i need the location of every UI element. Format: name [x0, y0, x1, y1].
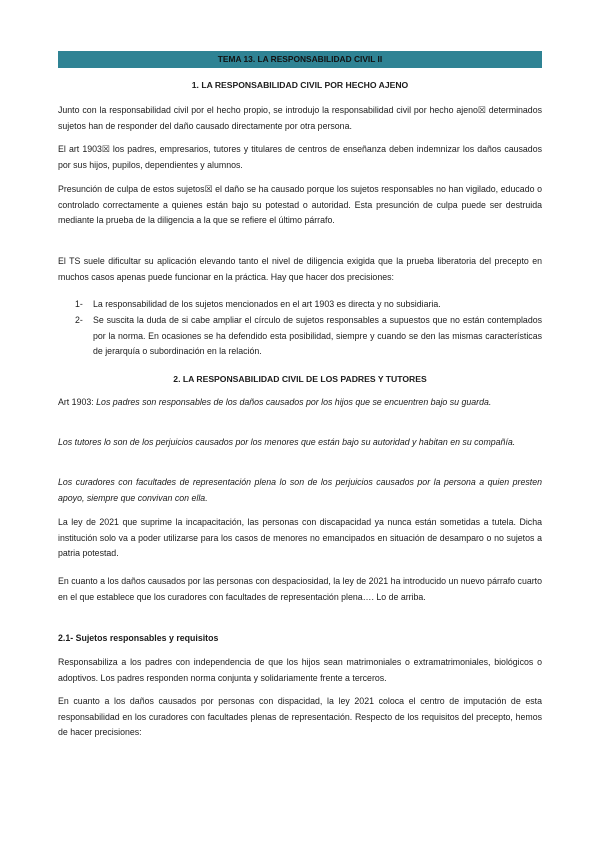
list-number: 1- — [75, 299, 83, 309]
list-text: La responsabilidad de los sujetos mencionados en el art 1903 es directa y no subsidiaria. — [93, 299, 441, 309]
section-heading-1: 1. LA RESPONSABILIDAD CIVIL POR HECHO AJENO — [191, 80, 409, 90]
paragraph: El art 1903☒ los padres, empresarios, tutores y titulares de centros de enseñanza deben indemnizar los daños causados por sus hijos, pupilos, dependientes y alumnos. — [58, 144, 542, 170]
paragraph: En cuanto a los daños causados por las personas con despaciosidad, la ley de 2021 ha introducido un nuevo párrafo cuarto en el que establece que los curadores con facultades de representación plena…. Lo de arriba. — [58, 576, 542, 602]
document-title: TEMA 13. LA RESPONSABILIDAD CIVIL II — [58, 51, 542, 68]
subsection-heading: 2.1- Sujetos responsables y requisitos — [58, 633, 219, 643]
paragraph: Presunción de culpa de estos sujetos☒ el daño se ha causado porque los sujetos responsables no han vigilado, educado o controlado correctamente a quienes están bajo su potestad o autoridad. Esta presunción de culpa puede ser destruida mediante la prueba de la diligencia a la que se refiere el último párrafo. — [58, 184, 542, 226]
section-heading-2: 2. LA RESPONSABILIDAD CIVIL DE LOS PADRES Y TUTORES — [173, 374, 427, 384]
paragraph: La ley de 2021 que suprime la incapacitación, las personas con discapacidad ya nunca están sometidas a tutela. Dicha institución solo va a poder utilizarse para los casos de menores no emancipados en situación de desamparo o no sujetos a patria potestad. — [58, 517, 542, 559]
list-number: 2- — [75, 315, 83, 325]
paragraph: Junto con la responsabilidad civil por el hecho propio, se introdujo la responsabilidad civil por hecho ajeno☒ determinados sujetos han de responder del daño causado directamente por otra persona. — [58, 105, 542, 131]
article-label: Art 1903: — [58, 397, 97, 407]
list-text: Se suscita la duda de si cabe ampliar el círculo de sujetos responsables a supuestos que no están contemplados por la norma. En ocasiones se ha defendido esta posibilidad, siempre y cuando se den las mismas características de jerarquía o subordinación en la relación. — [93, 315, 542, 357]
article-quote — [58, 395, 542, 411]
paragraph-italic: Los curadores con facultades de representación plena lo son de los perjuicios causados por la persona a quien presten apoyo, siempre que convivan con ella. — [58, 477, 542, 503]
paragraph-italic: Los tutores lo son de los perjuicios causados por los menores que están bajo su autoridad y habitan en su compañía. — [58, 437, 516, 447]
paragraph: Responsabiliza a los padres con independencia de que los hijos sean matrimoniales o extramatrimoniales, biológicos o adoptivos. Los padres responden norma conjunta y solidariamente frente a terceros. — [58, 657, 542, 683]
paragraph: En cuanto a los daños causados por personas con dispacidad, la ley 2021 coloca el centro de imputación de esta responsabilidad en los curadores con facultades plenas de representación. Respecto de los requisitos del precepto, hemos de hacer precisiones: — [58, 696, 542, 738]
paragraph: El TS suele dificultar su aplicación elevando tanto el nivel de diligencia exigida que la prueba liberatoria del precepto en muchos casos apenas puede funcionar en la práctica. Hay que hacer dos precisiones: — [58, 256, 542, 282]
article-text: Los padres son responsables de los daños causados por los hijos que se encuentren bajo su guarda. — [96, 397, 492, 407]
